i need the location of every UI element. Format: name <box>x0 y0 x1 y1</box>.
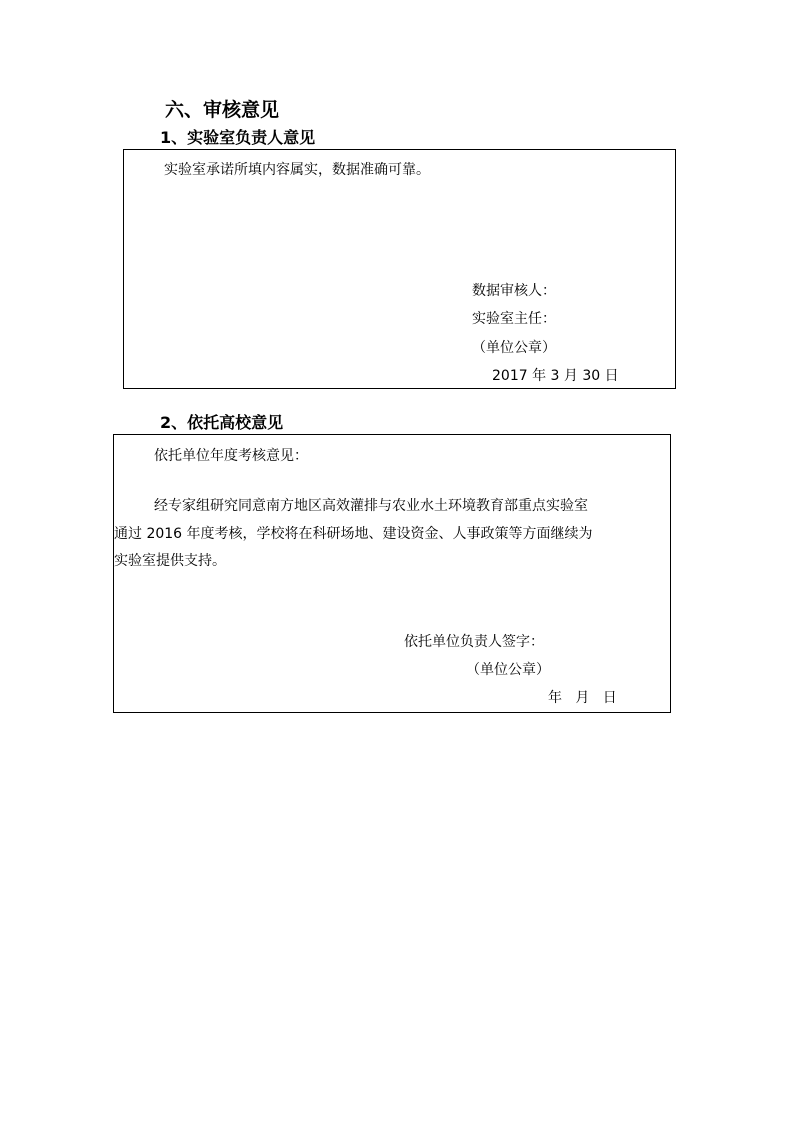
school-signature-label: 依托单位负责人签字： <box>404 634 544 650</box>
lab-director-label: 实验室主任： <box>472 311 556 327</box>
lab-seal-label: （单位公章） <box>472 340 556 356</box>
lab-commitment-text: 实验室承诺所填内容属实，数据准确可靠。 <box>164 162 430 178</box>
lab-opinion-box <box>123 149 676 389</box>
school-date-placeholder: 年 月 日 <box>548 690 617 706</box>
school-opinion-heading: 2、依托高校意见 <box>160 413 284 432</box>
lab-opinion-date: 2017 年 3 月 30 日 <box>492 368 619 384</box>
school-opinion-line-2: 通过 2016 年度考核，学校将在科研场地、建设资金、人事政策等方面继续为 <box>114 526 593 542</box>
data-reviewer-label: 数据审核人： <box>472 283 556 299</box>
section-title: 六、审核意见 <box>165 99 280 121</box>
school-seal-label: （单位公章） <box>466 662 550 678</box>
school-opinion-box <box>113 434 671 713</box>
school-opinion-line-3: 实验室提供支持。 <box>114 553 226 569</box>
school-opinion-intro: 依托单位年度考核意见： <box>154 448 308 464</box>
lab-opinion-heading: 1、实验室负责人意见 <box>160 128 316 147</box>
school-opinion-line-1: 经专家组研究同意南方地区高效灌排与农业水土环境教育部重点实验室 <box>154 498 588 514</box>
